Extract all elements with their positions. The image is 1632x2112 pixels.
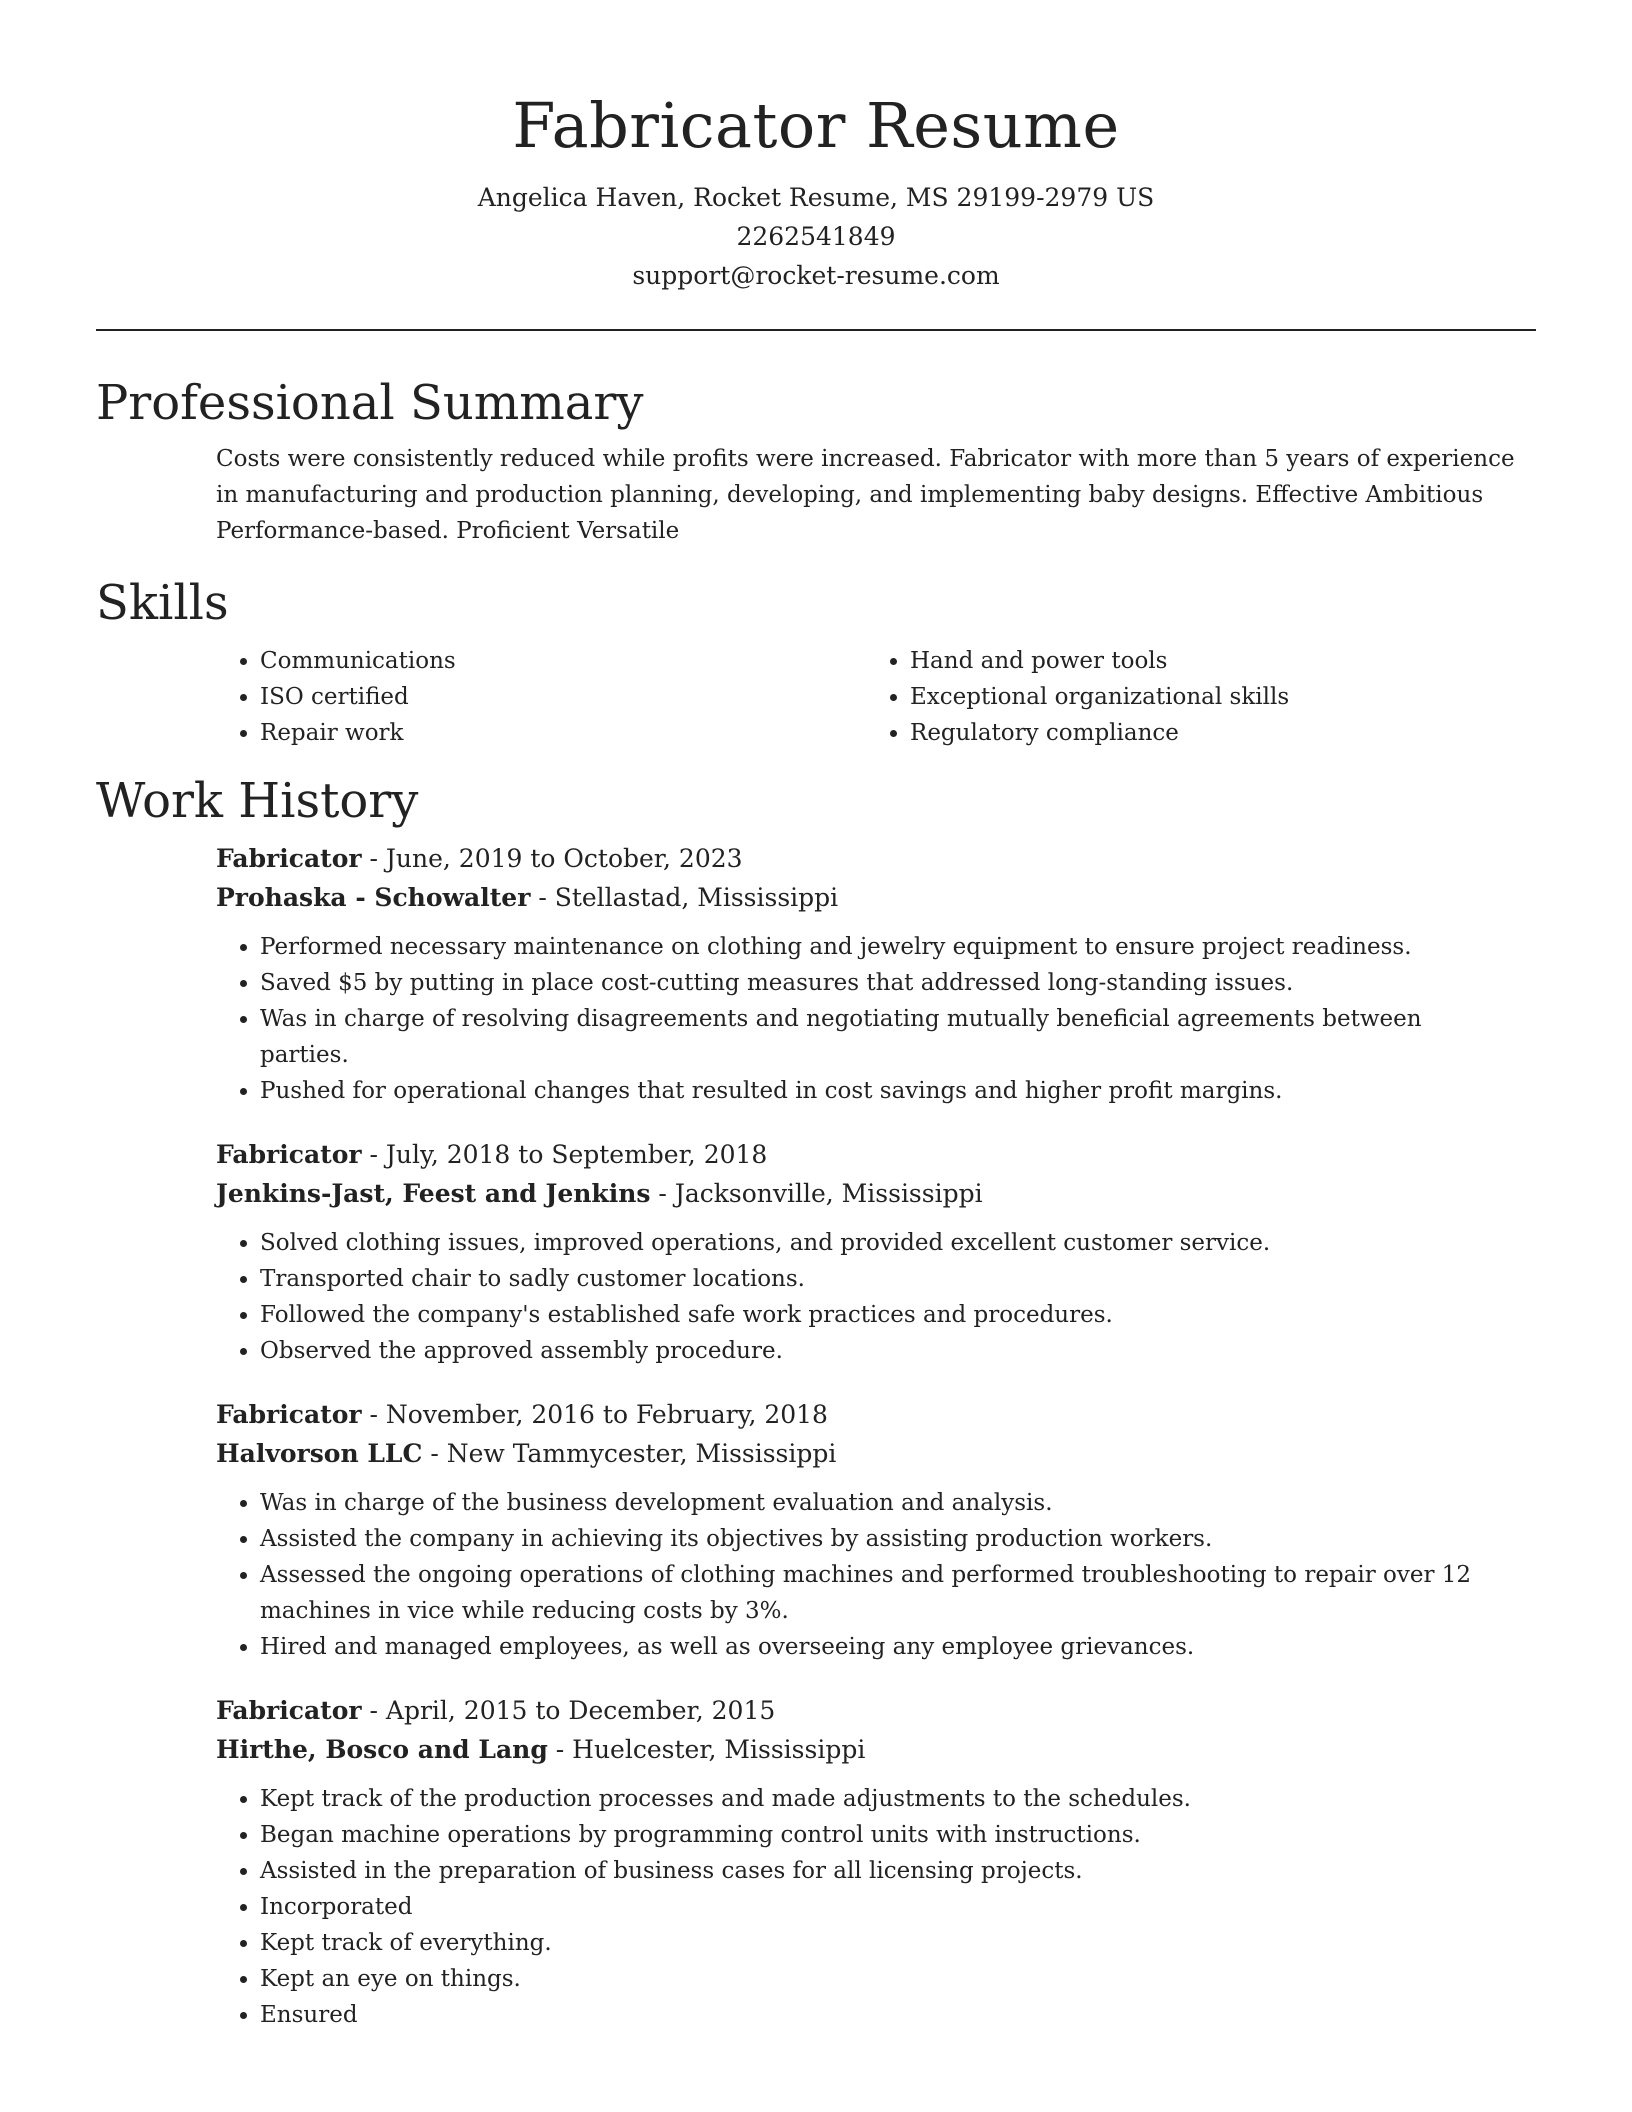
job-bullet: • Assessed the ongoing operations of clothing machines and performed troubleshooting to repair over 12 machines in vice while reducing costs by 3%. <box>260 1557 1482 1629</box>
job-bullet: • Pushed for operational changes that resulted in cost savings and higher profit margins. <box>260 1073 1482 1109</box>
resume-page <box>96 0 1536 2033</box>
job-title-line: Fabricator - July, 2018 to September, 2018 <box>216 1140 768 1169</box>
job-company-line: Halvorson LLC - New Tammycester, Mississippi <box>216 1439 837 1468</box>
job-bullet: • Transported chair to sadly customer locations. <box>260 1261 1482 1297</box>
job-bullet: • Was in charge of the business development evaluation and analysis. <box>260 1485 1482 1521</box>
job-bullet: • Kept track of everything. <box>260 1925 1482 1961</box>
job-location: Jacksonville, Mississippi <box>674 1179 983 1208</box>
skill-item: • Repair work <box>260 715 866 751</box>
job-entry <box>216 839 1536 1109</box>
job-title: Fabricator <box>216 1400 362 1429</box>
job-bullet: • Assisted in the preparation of business cases for all licensing projects. <box>260 1853 1482 1889</box>
job-dates: November, 2016 to February, 2018 <box>385 1400 828 1429</box>
job-bullet: • Incorporated <box>260 1889 1482 1925</box>
job-title: Fabricator <box>216 1140 362 1169</box>
job-entry <box>216 1135 1536 1369</box>
job-bullet: • Performed necessary maintenance on clothing and jewelry equipment to ensure project readiness. <box>260 929 1482 965</box>
skill-item: • Communications <box>260 643 866 679</box>
job-bullet: • Began machine operations by programming control units with instructions. <box>260 1817 1482 1853</box>
job-bullet: • Solved clothing issues, improved operations, and provided excellent customer service. <box>260 1225 1482 1261</box>
contact-email: support@rocket-resume.com <box>632 261 1000 290</box>
job-company: Prohaska - Schowalter <box>216 883 531 912</box>
job-title: Fabricator <box>216 844 362 873</box>
job-bullet: • Ensured <box>260 1997 1482 2033</box>
job-title: Fabricator <box>216 1696 362 1725</box>
work-history-list <box>216 839 1536 2033</box>
skills-heading: Skills <box>96 575 229 631</box>
job-title-line: Fabricator - November, 2016 to February, 2018 <box>216 1400 828 1429</box>
summary-heading: Professional Summary <box>96 375 644 431</box>
skills-column-left <box>216 643 866 751</box>
job-entry <box>216 1691 1536 2033</box>
skill-item: • ISO certified <box>260 679 866 715</box>
job-bullet: • Kept an eye on things. <box>260 1961 1482 1997</box>
job-bullets <box>216 929 1482 1109</box>
job-bullet: • Assisted the company in achieving its objectives by assisting production workers. <box>260 1521 1482 1557</box>
job-location: New Tammycester, Mississippi <box>446 1439 837 1468</box>
job-bullets <box>216 1781 1482 2033</box>
job-bullets <box>216 1485 1482 1665</box>
job-dates: June, 2019 to October, 2023 <box>385 844 743 873</box>
skill-item: • Exceptional organizational skills <box>910 679 1470 715</box>
job-bullet: • Was in charge of resolving disagreements and negotiating mutually beneficial agreements between parties. <box>260 1001 1482 1073</box>
job-location: Huelcester, Mississippi <box>572 1735 866 1764</box>
header-divider <box>96 329 1536 331</box>
job-dates: July, 2018 to September, 2018 <box>385 1140 768 1169</box>
job-company-line: Jenkins-Jast, Feest and Jenkins - Jacksonville, Mississippi <box>216 1179 983 1208</box>
job-bullet: • Saved $5 by putting in place cost-cutting measures that addressed long-standing issues. <box>260 965 1482 1001</box>
contact-block <box>96 178 1536 295</box>
resume-title: Fabricator Resume <box>512 89 1120 162</box>
job-company: Halvorson LLC <box>216 1439 423 1468</box>
job-company-line: Hirthe, Bosco and Lang - Huelcester, Mississippi <box>216 1735 866 1764</box>
contact-phone: 2262541849 <box>736 222 896 251</box>
job-dates: April, 2015 to December, 2015 <box>385 1696 776 1725</box>
job-entry <box>216 1395 1536 1665</box>
job-bullet: • Followed the company's established safe work practices and procedures. <box>260 1297 1482 1333</box>
job-title-line: Fabricator - June, 2019 to October, 2023 <box>216 844 743 873</box>
skills-list <box>216 643 1536 751</box>
skill-item: • Hand and power tools <box>910 643 1470 679</box>
summary-text: Costs were consistently reduced while profits were increased. Fabricator with more than 5 years of experience in manufacturing and production planning, developing, and implementing baby designs. Effective Ambitious Performance-based. Proficient Versatile <box>216 446 1515 544</box>
job-bullet: • Kept track of the production processes and made adjustments to the schedules. <box>260 1781 1482 1817</box>
job-bullet: • Observed the approved assembly procedure. <box>260 1333 1482 1369</box>
skill-item: • Regulatory compliance <box>910 715 1470 751</box>
job-bullets <box>216 1225 1482 1369</box>
job-company: Jenkins-Jast, Feest and Jenkins <box>216 1179 651 1208</box>
work-history-heading: Work History <box>96 773 419 829</box>
job-title-line: Fabricator - April, 2015 to December, 2015 <box>216 1696 776 1725</box>
job-company-line: Prohaska - Schowalter - Stellastad, Mississippi <box>216 883 839 912</box>
job-location: Stellastad, Mississippi <box>554 883 839 912</box>
job-company: Hirthe, Bosco and Lang <box>216 1735 548 1764</box>
job-bullet: • Hired and managed employees, as well as overseeing any employee grievances. <box>260 1629 1482 1665</box>
contact-address: Angelica Haven, Rocket Resume, MS 29199-2979 US <box>477 183 1155 212</box>
skills-column-right <box>866 643 1470 751</box>
